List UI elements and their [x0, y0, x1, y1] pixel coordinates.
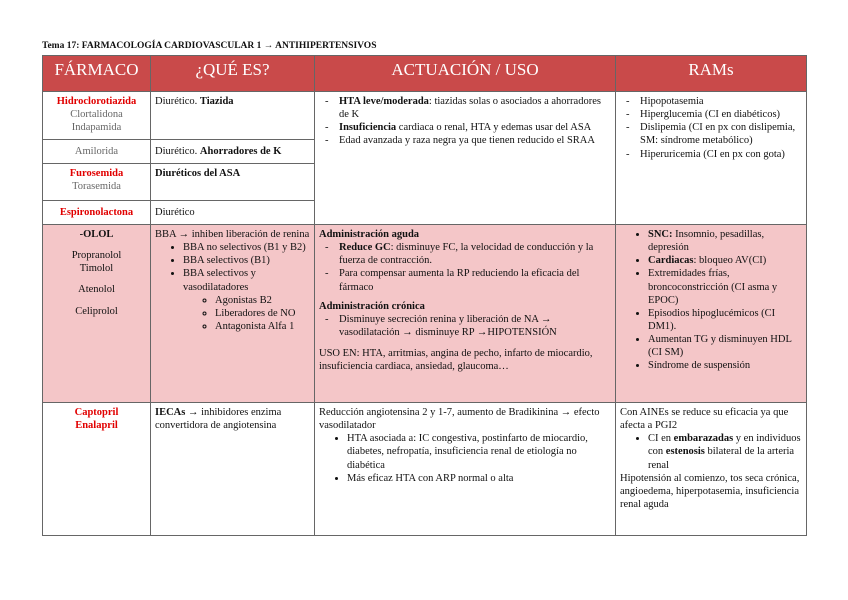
actuacion-cell-ieca: Reducción angiotensina 2 y 1-7, aumento de Bradikinina → efecto vasodilatador • HTA asociada a: IC congestiva, postinfarto de miocardio, diabetes, nefropatía, insuficiencia renal de etiología no diabética • Más eficaz HTA con ARP normal o alta: [315, 403, 616, 536]
header-actuacion: ACTUACIÓN / USO: [315, 56, 616, 92]
list-item: - Disminuye secreción renina y liberación de NA → vasodilatación → disminuye RP →HIPOTENSIÓN: [339, 313, 611, 339]
drug-table: [42, 55, 807, 536]
list-item: • Episodios hipoglucémicos (CI DM1).: [648, 307, 802, 333]
page-title: Tema 17: FARMACOLOGÍA CARDIOVASCULAR 1 → ANTIHIPERTENSIVOS: [42, 41, 377, 51]
drug-name: Torasemida: [72, 181, 121, 193]
list-item: - HTA leve/moderada: tiazidas solas o asociados a ahorradores de K: [339, 95, 611, 121]
que-cell-espiro: Diurético: [151, 201, 315, 225]
list-item: - Hipopotasemia: [640, 95, 802, 108]
drug-name: Celiprolol: [75, 305, 118, 317]
header-que-es: ¿QUÉ ES?: [151, 56, 315, 92]
table-row: [43, 225, 807, 403]
list-item: ◦ Antagonista Alfa 1: [215, 320, 310, 333]
rams-cell-betablockers: [616, 225, 807, 403]
drug-name: Atenolol: [78, 284, 115, 296]
table-row: [43, 92, 807, 140]
drug-name: Furosemida: [69, 168, 124, 179]
header-rams: RAMs: [616, 56, 807, 92]
list-item: - Insuficiencia cardiaca o renal, HTA y edemas usar del ASA: [339, 121, 611, 134]
drug-cell-ieca: [43, 403, 151, 536]
actuacion-cell-betablockers: [315, 225, 616, 403]
list-item: ◦ Liberadores de NO: [215, 307, 310, 320]
list-item: • HTA asociada a: IC congestiva, postinfarto de miocardio, diabetes, nefropatía, insuficiencia renal de etiología no diabética: [347, 432, 611, 471]
actuacion-cell-diureticos: [315, 92, 616, 225]
list-item: - Para compensar aumenta la RP reduciendo la eficacia del fármaco: [339, 267, 611, 293]
drug-name: Espironolactona: [59, 206, 134, 218]
drug-cell-ahorradores: [43, 140, 151, 164]
list-item: • BBA selectivos y vasodilatadores ◦ Agonistas B2 ◦ Liberadores de NO ◦ Antagonista Alfa 1: [183, 267, 310, 333]
drug-cell-espiro: [43, 201, 151, 225]
header-farmaco: FÁRMACO: [43, 56, 151, 92]
que-cell-ahorradores: Diurético. Ahorradores de K: [151, 140, 315, 164]
list-item: • BBA selectivos (B1): [183, 254, 310, 267]
drug-cell-tiazidas: [43, 92, 151, 140]
que-cell-asa: Diuréticos del ASA: [151, 164, 315, 201]
drug-name: Hidroclorotiazida: [56, 96, 137, 107]
list-item: - Edad avanzada y raza negra ya que tienen reducido el SRAA: [339, 134, 611, 147]
drug-name: Timolol: [79, 263, 114, 275]
list-item: - Reduce GC: disminuye FC, la velocidad de conducción y la fuerza de contracción.: [339, 241, 611, 267]
list-item: • BBA no selectivos (B1 y B2): [183, 241, 310, 254]
list-item: • SNC: Insomnio, pesadillas, depresión: [648, 228, 802, 254]
que-cell-ieca: IECAs → inhibidores enzima convertidora de angiotensina: [151, 403, 315, 536]
list-item: • CI en embarazadas y en individuos con estenosis bilateral de la arteria renal: [648, 432, 802, 471]
section-title: Administración crónica: [319, 300, 425, 312]
table-header-row: [43, 56, 807, 92]
list-item: - Hiperglucemia (CI en diabéticos): [640, 108, 802, 121]
list-item: ◦ Agonistas B2: [215, 294, 310, 307]
que-cell-betablockers: BBA → inhiben liberación de renina • BBA no selectivos (B1 y B2) • BBA selectivos (B1) • BBA selectivos y vasodilatadores ◦ Agonistas B2 ◦ Liberadores de NO ◦ Antagonista Alfa 1: [151, 225, 315, 403]
rams-cell-diureticos: [616, 92, 807, 225]
table-row: [43, 403, 807, 536]
drug-name: Indapamida: [71, 122, 122, 134]
drug-name: -OLOL: [79, 229, 114, 240]
drug-cell-betablockers: [43, 225, 151, 403]
list-item: • Síndrome de suspensión: [648, 359, 802, 372]
drug-cell-asa: [43, 164, 151, 201]
list-item: • Aumentan TG y disminuyen HDL (CI SM): [648, 333, 802, 359]
uso-text: USO EN: HTA, arritmias, angina de pecho, infarto de miocardio, insuficiencia cardiaca, ansiedad, glaucoma…: [319, 348, 593, 373]
list-item: - Dislipemia (CI en px con dislipemia, SM: síndrome metabólico): [640, 121, 802, 147]
list-item: • Más eficaz HTA con ARP normal o alta: [347, 472, 611, 485]
drug-name: Enalapril: [75, 420, 118, 432]
list-item: • Extremidades frías, broncoconstricción (CI asma y EPOC): [648, 267, 802, 306]
que-cell-tiazidas: Diurético. Tiazida: [151, 92, 315, 140]
rams-cell-ieca: Con AINEs se reduce su eficacia ya que afecta a PGI2 • CI en embarazadas y en individuos con estenosis bilateral de la arteria renal Hipotensión al comienzo, tos seca crónica, angioedema, hiperpotasemia, insuficiencia renal aguda: [616, 403, 807, 536]
section-title: Administración aguda: [319, 229, 420, 240]
drug-name: Captopril: [74, 407, 119, 418]
list-item: • Cardiacas: bloqueo AV(CI): [648, 254, 802, 267]
drug-name: Clortalidona: [70, 109, 123, 121]
drug-name: Propranolol: [71, 250, 122, 262]
drug-name: Amilorida: [74, 145, 119, 157]
list-item: - Hiperuricemia (CI en px con gota): [640, 148, 802, 161]
